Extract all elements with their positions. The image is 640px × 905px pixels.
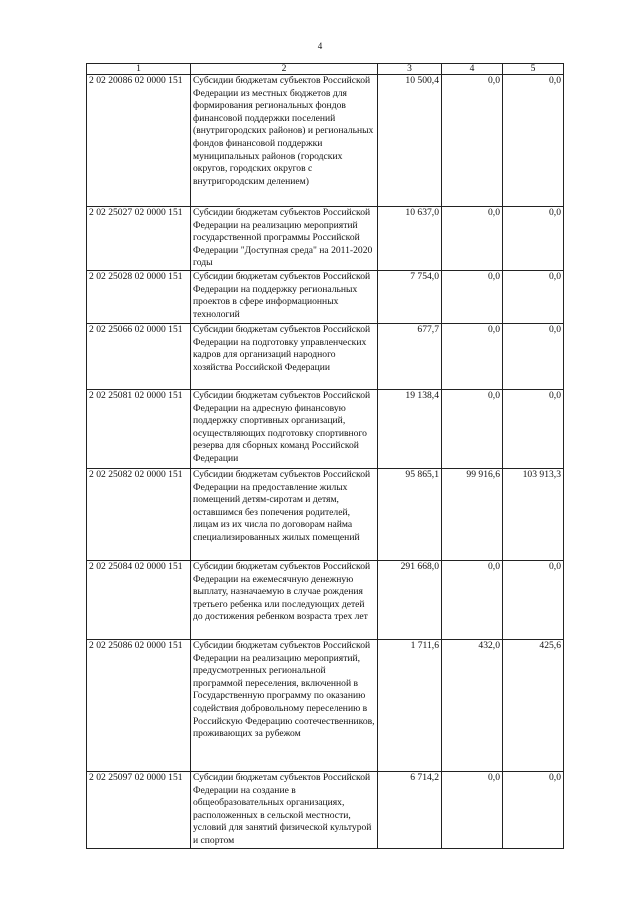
value-col5-cell: 0,0	[503, 75, 564, 207]
value-col3-cell: 1 711,6	[378, 640, 442, 772]
value-col3-cell: 677,7	[378, 324, 442, 390]
description-cell: Субсидии бюджетам субъектов Российской Федерации на предоставление жилых помещений детям-сиротам и детям, оставшимся без попечения родителей, лицам из их числа по договорам найма специализированных жилых помещений	[191, 469, 378, 561]
value-col3-cell: 10 637,0	[378, 207, 442, 271]
table-row	[87, 207, 564, 271]
description-cell: Субсидии бюджетам субъектов Российской Федерации на адресную финансовую поддержку спортивных организаций, осуществляющих подготовку спортивного резерва для сборных команд Российской Федерации	[191, 390, 378, 469]
page-number: 4	[317, 41, 323, 51]
column-header: 3	[378, 64, 442, 75]
budget-code-cell: 2 02 25081 02 0000 151	[87, 390, 191, 469]
table-row	[87, 324, 564, 390]
value-col3-cell: 95 865,1	[378, 469, 442, 561]
budget-code-cell: 2 02 25097 02 0000 151	[87, 772, 191, 849]
value-col4-cell: 0,0	[442, 772, 503, 849]
value-col5-cell: 0,0	[503, 772, 564, 849]
value-col4-cell: 0,0	[442, 207, 503, 271]
column-header: 2	[191, 64, 378, 75]
budget-code-cell: 2 02 25084 02 0000 151	[87, 561, 191, 640]
column-header: 1	[87, 64, 191, 75]
description-cell: Субсидии бюджетам субъектов Российской Федерации на реализацию мероприятий, предусмотренных региональной программой переселения, включенной в Государственную программу по оказанию содействия добровольному переселению в Российскую Федерацию соотечественников, проживающих за рубежом	[191, 640, 378, 772]
value-col4-cell: 0,0	[442, 75, 503, 207]
value-col5-cell: 0,0	[503, 271, 564, 324]
value-col3-cell: 10 500,4	[378, 75, 442, 207]
table-row	[87, 390, 564, 469]
table-row	[87, 271, 564, 324]
budget-code-cell: 2 02 25066 02 0000 151	[87, 324, 191, 390]
budget-code-cell: 2 02 20086 02 0000 151	[87, 75, 191, 207]
table-row	[87, 772, 564, 849]
value-col5-cell: 0,0	[503, 390, 564, 469]
value-col5-cell: 0,0	[503, 561, 564, 640]
value-col3-cell: 6 714,2	[378, 772, 442, 849]
value-col3-cell: 19 138,4	[378, 390, 442, 469]
table-row	[87, 469, 564, 561]
table-row	[87, 640, 564, 772]
column-header: 4	[442, 64, 503, 75]
value-col3-cell: 7 754,0	[378, 271, 442, 324]
budget-code-cell: 2 02 25028 02 0000 151	[87, 271, 191, 324]
value-col4-cell: 99 916,6	[442, 469, 503, 561]
description-cell: Субсидии бюджетам субъектов Российской Федерации на подготовку управленческих кадров для организаций народного хозяйства Российской Федерации	[191, 324, 378, 390]
budget-code-cell: 2 02 25086 02 0000 151	[87, 640, 191, 772]
header-row	[87, 64, 564, 75]
description-cell: Субсидии бюджетам субъектов Российской Федерации на реализацию мероприятий государственной программы Российской Федерации "Доступная среда" на 2011-2020 годы	[191, 207, 378, 271]
description-cell: Субсидии бюджетам субъектов Российской Федерации на создание в общеобразовательных организациях, расположенных в сельской местности, условий для занятий физической культурой и спортом	[191, 772, 378, 849]
value-col4-cell: 0,0	[442, 271, 503, 324]
value-col4-cell: 0,0	[442, 390, 503, 469]
table-row	[87, 75, 564, 207]
value-col5-cell: 103 913,3	[503, 469, 564, 561]
budget-table	[86, 63, 564, 849]
table-row	[87, 561, 564, 640]
column-header: 5	[503, 64, 564, 75]
value-col3-cell: 291 668,0	[378, 561, 442, 640]
budget-code-cell: 2 02 25027 02 0000 151	[87, 207, 191, 271]
value-col4-cell: 0,0	[442, 561, 503, 640]
description-cell: Субсидии бюджетам субъектов Российской Федерации из местных бюджетов для формирования региональных фондов финансовой поддержки поселений (внутригородских районов) и региональных фондов финансовой поддержки муниципальных районов (городских округов, городских округов с внутригородским делением)	[191, 75, 378, 207]
value-col4-cell: 432,0	[442, 640, 503, 772]
value-col5-cell: 425,6	[503, 640, 564, 772]
value-col4-cell: 0,0	[442, 324, 503, 390]
value-col5-cell: 0,0	[503, 324, 564, 390]
budget-code-cell: 2 02 25082 02 0000 151	[87, 469, 191, 561]
description-cell: Субсидии бюджетам субъектов Российской Федерации на поддержку региональных проектов в сфере информационных технологий	[191, 271, 378, 324]
budget-table-body	[87, 64, 564, 849]
description-cell: Субсидии бюджетам субъектов Российской Федерации на ежемесячную денежную выплату, назначаемую в случае рождения третьего ребенка или последующих детей до достижения ребенком возраста трех лет	[191, 561, 378, 640]
value-col5-cell: 0,0	[503, 207, 564, 271]
